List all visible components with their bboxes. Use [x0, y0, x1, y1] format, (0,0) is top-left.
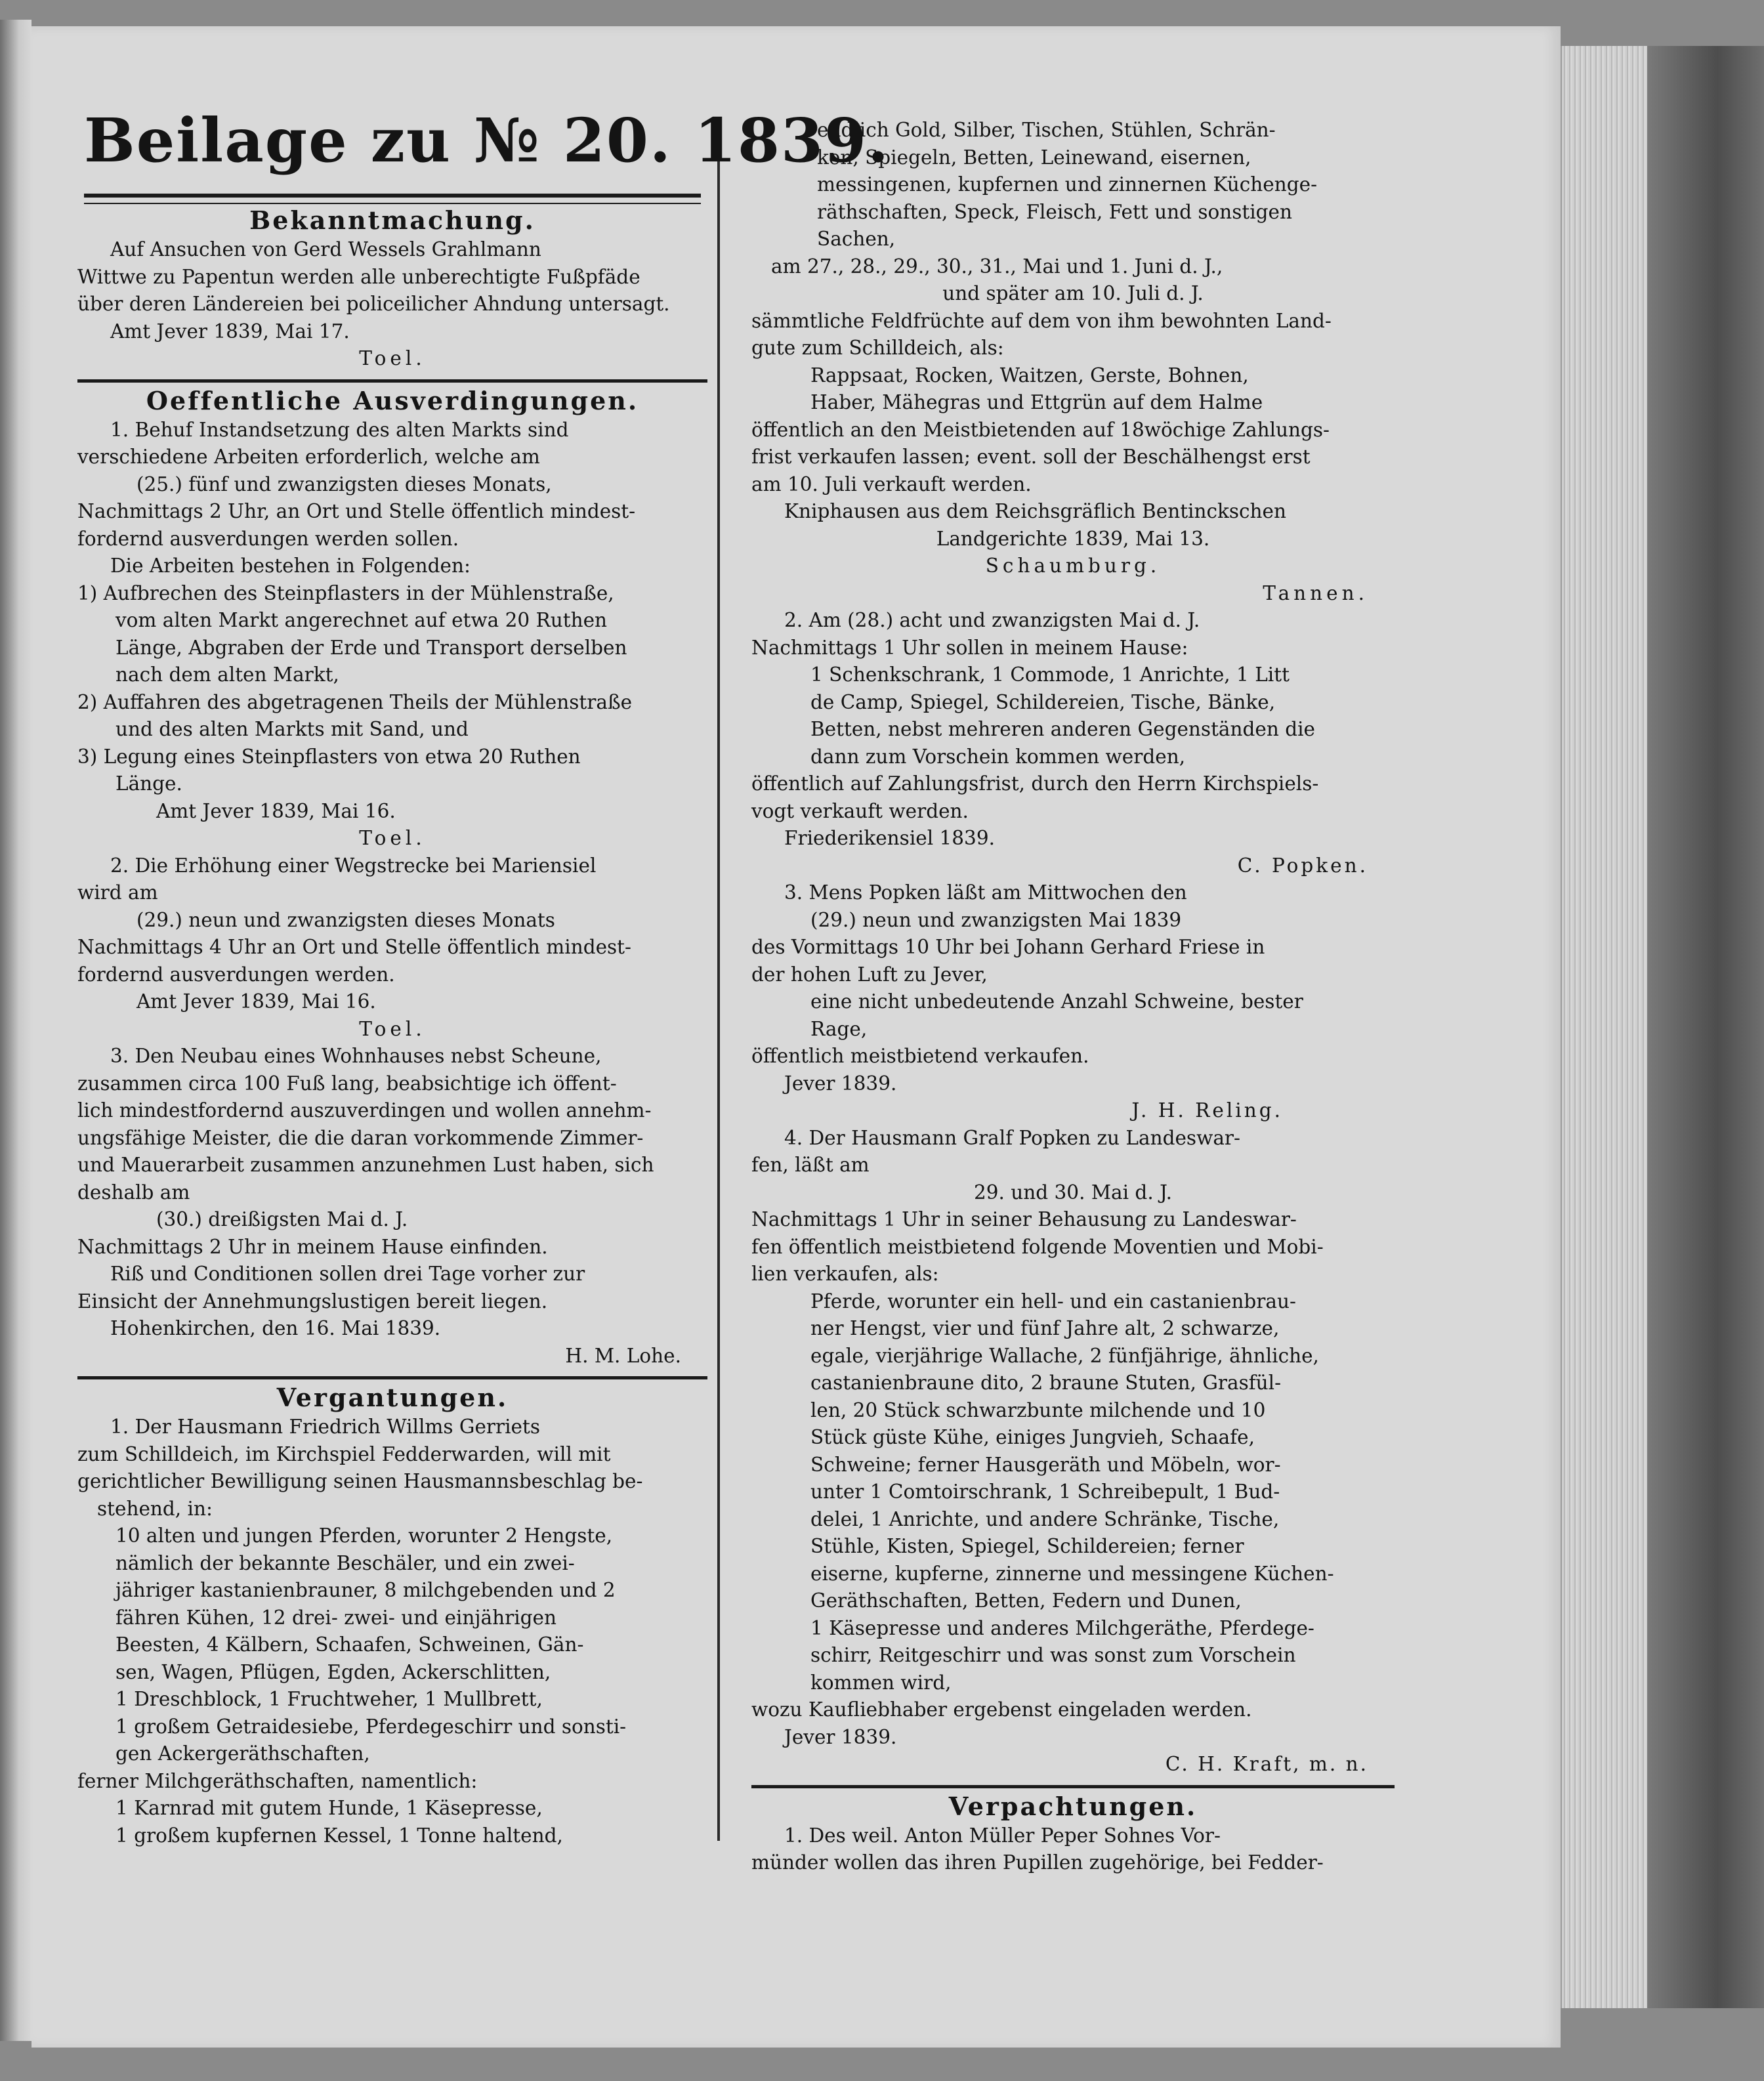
text-line: schirr, Reitgeschirr und was sonst zum Vorschein: [810, 1644, 1296, 1666]
text-line: 1. Der Hausmann Friedrich Willms Gerriets: [110, 1416, 540, 1438]
text-line: 1 Dreschblock, 1 Fruchtweher, 1 Mullbrett,: [116, 1688, 543, 1710]
text-line: öffentlich an den Meistbietenden auf 18wöchige Zahlungs-: [751, 418, 1330, 441]
text-line: 2. Die Erhöhung einer Wegstrecke bei Mariensiel: [110, 854, 597, 877]
text-line: ferner Milchgeräthschaften, namentlich:: [77, 1769, 478, 1792]
section-rule: [77, 1376, 707, 1379]
text-line: unter 1 Comtoirschrank, 1 Schreibepult, 1 Bud-: [810, 1481, 1280, 1503]
text-line: Auf Ansuchen von Gerd Wessels Grahlmann: [110, 238, 541, 261]
text-line: und später am 10. Juli d. J.: [942, 282, 1204, 305]
text-line: 3) Legung eines Steinpflasters von etwa 20 Ruthen: [77, 745, 581, 768]
text-line: vom alten Markt angerechnet auf etwa 20 Ruthen: [116, 609, 608, 631]
text-line: Haber, Mähegras und Ettgrün auf dem Halme: [810, 391, 1263, 413]
book-spine-shadow: [1647, 46, 1764, 2008]
text-line: fordernd ausverdungen werden.: [77, 963, 395, 986]
text-line: 3. Mens Popken läßt am Mittwochen den: [784, 881, 1187, 904]
text-line: sämmtliche Feldfrüchte auf dem von ihm bewohnten Land-: [751, 309, 1332, 332]
column-divider: [717, 128, 720, 1841]
text-line: am 10. Juli verkauft werden.: [751, 473, 1032, 495]
text-line: Nachmittags 2 Uhr in meinem Hause einfinden.: [77, 1235, 548, 1258]
text-line: messingenen, kupfernen und zinnernen Küchenge-: [817, 173, 1318, 196]
text-line: stehend, in:: [97, 1497, 213, 1520]
text-line: Rage,: [810, 1017, 868, 1040]
notice-signer: C. Popken.: [1237, 854, 1368, 877]
text-line: und Mauerarbeit zusammen anzunehmen Lust haben, sich: [77, 1154, 654, 1176]
text-line: 10 alten und jungen Pferden, worunter 2 Hengste,: [116, 1524, 613, 1547]
section-rule: [77, 379, 707, 383]
text-line: 1) Aufbrechen des Steinpflasters in der Mühlenstraße,: [77, 581, 614, 604]
text-line: Stühle, Kisten, Spiegel, Schildereien; ferner: [810, 1535, 1244, 1557]
notice-signer: Toel.: [359, 1017, 426, 1040]
text-line: Wittwe zu Papentun werden alle unberechtigte Fußpfäde: [77, 265, 640, 288]
text-line: Beesten, 4 Kälbern, Schaafen, Schweinen, Gän-: [116, 1633, 584, 1656]
text-line: eiserne, kupferne, zinnerne und messingene Küchen-: [810, 1562, 1334, 1585]
text-line: deshalb am: [77, 1181, 190, 1204]
text-line: ner Hengst, vier und fünf Jahre alt, 2 schwarze,: [810, 1317, 1280, 1339]
text-line: Nachmittags 1 Uhr in seiner Behausung zu Landeswar-: [751, 1208, 1297, 1230]
notice-signer: Toel.: [359, 827, 426, 849]
text-line: Landgerichte 1839, Mai 13.: [936, 527, 1210, 550]
text-line: wozu Kaufliebhaber ergebenst eingeladen werden.: [751, 1698, 1252, 1721]
notice-date: Hohenkirchen, den 16. Mai 1839.: [110, 1317, 441, 1339]
notice-signer: Schaumburg.: [985, 555, 1161, 577]
notice-signer: Tannen.: [1263, 581, 1368, 604]
text-line: (30.) dreißigsten Mai d. J.: [156, 1208, 408, 1230]
notice-date: Amt Jever 1839, Mai 17.: [110, 320, 350, 343]
notice-date: Jever 1839.: [784, 1072, 897, 1095]
text-line: egale, vierjährige Wallache, 2 fünfjährige, ähnliche,: [810, 1344, 1319, 1367]
masthead: [77, 105, 891, 203]
text-line: Die Arbeiten bestehen in Folgenden:: [110, 555, 471, 577]
text-line: endlich Gold, Silber, Tischen, Stühlen, Schrän-: [817, 119, 1276, 141]
text-line: Rappsaat, Rocken, Waitzen, Gerste, Bohnen,: [810, 364, 1249, 387]
text-line: kommen wird,: [810, 1671, 952, 1694]
text-line: eine nicht unbedeutende Anzahl Schweine, bester: [810, 990, 1303, 1013]
text-line: lien verkaufen, als:: [751, 1263, 939, 1285]
text-line: öffentlich meistbietend verkaufen.: [751, 1045, 1089, 1067]
text-line: Betten, nebst mehreren anderen Gegenständen die: [810, 718, 1316, 740]
notice-date: Amt Jever 1839, Mai 16.: [156, 799, 396, 822]
text-line: gerichtlicher Bewilligung seinen Hausmannsbeschlag be-: [77, 1470, 643, 1492]
text-line: ken, Spiegeln, Betten, Leinewand, eisernen,: [817, 146, 1251, 169]
text-line: am 27., 28., 29., 30., 31., Mai und 1. Juni d. J.,: [771, 255, 1223, 278]
section-heading: Oeffentliche Ausverdingungen.: [146, 385, 639, 415]
text-line: zum Schilldeich, im Kirchspiel Fedderwarden, will mit: [77, 1442, 611, 1465]
text-line: vogt verkauft werden.: [751, 799, 969, 822]
text-line: Pferde, worunter ein hell- und ein castanienbrau-: [810, 1290, 1296, 1313]
notice-signer: Toel.: [359, 347, 426, 369]
section-vergantungen: [77, 1383, 707, 1849]
text-line: Länge.: [116, 772, 182, 795]
text-line: dann zum Vorschein kommen werden,: [810, 745, 1186, 768]
notice-date: Amt Jever 1839, Mai 16.: [136, 990, 376, 1013]
text-line: (29.) neun und zwanzigsten Mai 1839: [810, 908, 1182, 931]
notice-bekanntmachung: [77, 206, 707, 373]
text-line: über deren Ländereien bei policeilicher Ahndung untersagt.: [77, 293, 670, 315]
text-line: nach dem alten Markt,: [116, 663, 339, 686]
notice-item-2: [751, 607, 1395, 879]
text-line: (25.) fünf und zwanzigsten dieses Monats,: [136, 473, 552, 495]
text-line: verschiedene Arbeiten erforderlich, welche am: [77, 446, 540, 468]
text-line: 1. Behuf Instandsetzung des alten Markts sind: [110, 418, 569, 441]
notice-date: Jever 1839.: [784, 1725, 897, 1748]
text-line: (29.) neun und zwanzigsten dieses Monats: [136, 908, 555, 931]
notice-item-3: [751, 879, 1395, 1125]
text-line: delei, 1 Anrichte, und andere Schränke, Tische,: [810, 1507, 1280, 1530]
text-line: Nachmittags 1 Uhr sollen in meinem Hause:: [751, 636, 1188, 659]
text-line: 4. Der Hausmann Gralf Popken zu Landeswar-: [784, 1126, 1240, 1149]
right-column: [751, 117, 1395, 1877]
text-line: zusammen circa 100 Fuß lang, beabsichtige ich öffent-: [77, 1072, 617, 1095]
notice-item-4: [751, 1125, 1395, 1778]
text-line: gen Ackergeräthschaften,: [116, 1742, 370, 1765]
text-line: Nachmittags 4 Uhr an Ort und Stelle öffentlich mindest-: [77, 936, 631, 958]
masthead-title: Beilage zu № 20. 1839.: [84, 105, 891, 176]
text-line: Nachmittags 2 Uhr, an Ort und Stelle öffentlich mindest-: [77, 500, 636, 522]
text-line: fen öffentlich meistbietend folgende Moventien und Mobi-: [751, 1235, 1324, 1258]
section-heading: Bekanntmachung.: [249, 205, 536, 235]
section-verpachtungen: [751, 1792, 1395, 1877]
text-line: Länge, Abgraben der Erde und Transport derselben: [116, 636, 627, 659]
facing-page-edge: [0, 20, 32, 2041]
text-line: len, 20 Stück schwarzbunte milchende und 10: [810, 1398, 1266, 1421]
text-line: 1 großem kupfernen Kessel, 1 Tonne haltend,: [116, 1824, 563, 1847]
text-line: münder wollen das ihren Pupillen zugehörige, bei Fedder-: [751, 1851, 1324, 1874]
text-line: Riß und Conditionen sollen drei Tage vorher zur: [110, 1263, 585, 1285]
section-heading: Vergantungen.: [276, 1383, 509, 1412]
notice-date: Friederikensiel 1839.: [784, 827, 995, 849]
text-line: 1 Karnrad mit gutem Hunde, 1 Käsepresse,: [116, 1797, 543, 1819]
text-line: sen, Wagen, Pflügen, Egden, Ackerschlitten,: [116, 1660, 551, 1683]
notice-signer: J. H. Reling.: [1131, 1099, 1283, 1122]
text-line: frist verkaufen lassen; event. soll der Beschälhengst erst: [751, 446, 1311, 468]
text-line: öffentlich auf Zahlungsfrist, durch den Herrn Kirchspiels-: [751, 772, 1319, 795]
masthead-rule: [84, 194, 701, 204]
text-line: fen, läßt am: [751, 1154, 870, 1176]
text-line: wird am: [77, 881, 158, 904]
section-rule: [751, 1785, 1395, 1788]
text-line: 1 Schenkschrank, 1 Commode, 1 Anrichte, 1 Litt: [810, 663, 1290, 686]
text-line: castanienbraune dito, 2 braune Stuten, Grasfül-: [810, 1372, 1282, 1394]
text-line: 2. Am (28.) acht und zwanzigsten Mai d. J.: [784, 609, 1200, 631]
text-line: Stück güste Kühe, einiges Jungvieh, Schaafe,: [810, 1426, 1255, 1448]
text-line: des Vormittags 10 Uhr bei Johann Gerhard Friese in: [751, 936, 1265, 958]
section-ausverdingungen: [77, 387, 707, 1370]
notice-vergantung-continued: [751, 117, 1395, 607]
text-line: der hohen Luft zu Jever,: [751, 963, 988, 986]
text-line: Kniphausen aus dem Reichsgräflich Bentinckschen: [784, 500, 1286, 522]
notice-signer: H. M. Lohe.: [565, 1344, 681, 1367]
text-line: Einsicht der Annehmungslustigen bereit liegen.: [77, 1290, 548, 1313]
text-line: und des alten Markts mit Sand, und: [116, 718, 469, 740]
text-line: gute zum Schilldeich, als:: [751, 337, 1004, 359]
text-line: 2) Auffahren des abgetragenen Theils der Mühlenstraße: [77, 690, 633, 713]
text-line: 1 Käsepresse und anderes Milchgeräthe, Pferdege-: [810, 1616, 1314, 1639]
text-line: nämlich der bekannte Beschäler, und ein zwei-: [116, 1551, 575, 1574]
text-line: de Camp, Spiegel, Schildereien, Tische, Bänke,: [810, 690, 1276, 713]
text-line: Sachen,: [817, 228, 896, 250]
text-line: fordernd ausverdungen werden sollen.: [77, 527, 459, 550]
text-line: 1 großem Getraidesiebe, Pferdegeschirr und sonsti-: [116, 1715, 627, 1738]
text-line: Geräthschaften, Betten, Federn und Dunen,: [810, 1589, 1242, 1612]
text-line: 29. und 30. Mai d. J.: [973, 1181, 1172, 1204]
text-line: ungsfähige Meister, die die daran vorkommende Zimmer-: [77, 1126, 644, 1149]
text-line: räthschaften, Speck, Fleisch, Fett und sonstigen: [817, 200, 1293, 223]
notice-signer: C. H. Kraft, m. n.: [1165, 1753, 1368, 1775]
text-line: jähriger kastanienbrauner, 8 milchgebenden und 2: [116, 1579, 616, 1601]
text-line: Schweine; ferner Hausgeräth und Möbeln, wor-: [810, 1453, 1281, 1476]
text-line: 3. Den Neubau eines Wohnhauses nebst Scheune,: [110, 1045, 602, 1067]
text-line: fähren Kühen, 12 drei- zwei- und einjährigen: [116, 1606, 556, 1629]
text-line: 1. Des weil. Anton Müller Peper Sohnes Vor-: [784, 1824, 1221, 1847]
text-line: lich mindestfordernd auszuverdingen und wollen annehm-: [77, 1099, 652, 1122]
section-heading: Verpachtungen.: [948, 1791, 1198, 1821]
